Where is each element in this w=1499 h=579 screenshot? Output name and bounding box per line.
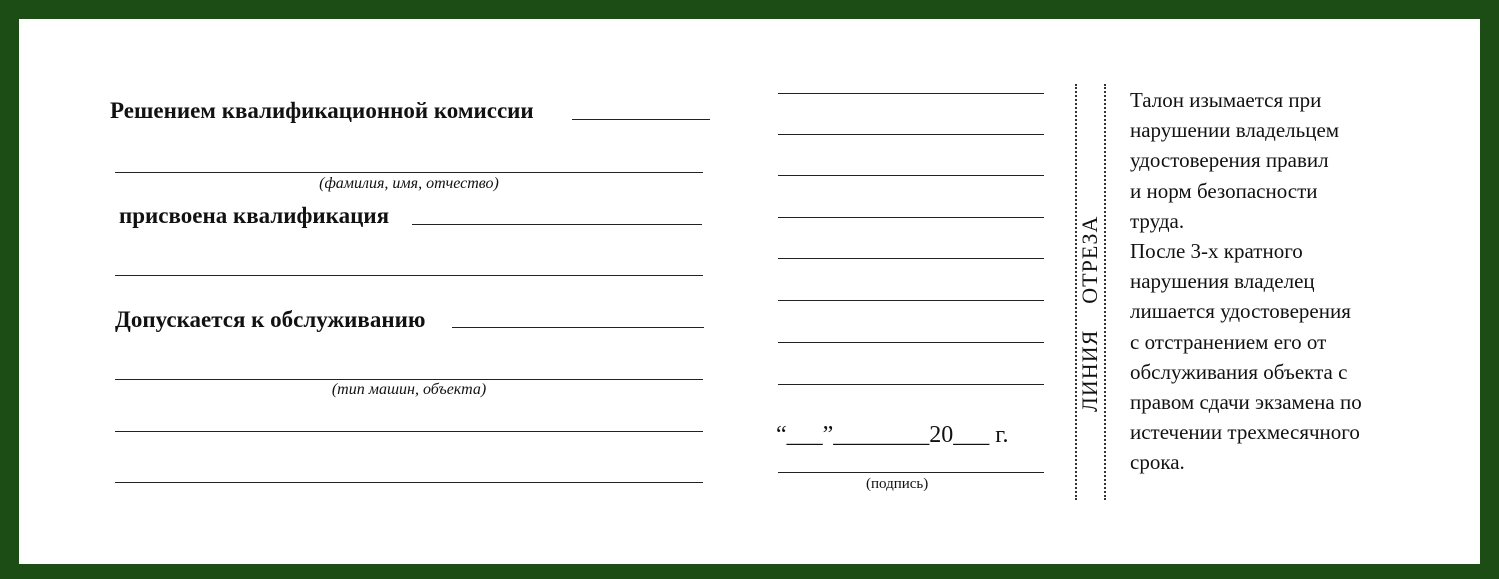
- notice-line: лишается удостоверения: [1130, 299, 1351, 324]
- machine-caption: (тип машин, объекта): [331, 381, 487, 398]
- extra-line-2: [115, 482, 703, 483]
- middle-line-1: [778, 93, 1044, 94]
- middle-line-7: [778, 342, 1044, 343]
- cut-line-label: ЛИНИЯ ОТРЕЗА: [1077, 215, 1102, 412]
- commission-label: Решением квалификационной комиссии: [110, 98, 534, 123]
- notice-line: Талон изымается при: [1130, 88, 1322, 112]
- notice-line: нарушении владельцем: [1130, 118, 1340, 143]
- commission-line: [572, 119, 710, 120]
- qualification-line-2: [115, 275, 703, 276]
- notice-line: срока.: [1130, 450, 1185, 475]
- notice-line: труда.: [1130, 208, 1185, 233]
- signature-line: [778, 472, 1044, 473]
- middle-line-5: [778, 258, 1044, 259]
- notice-line: нарушения владелец: [1130, 269, 1315, 294]
- middle-line-3: [778, 175, 1044, 176]
- signature-caption: (подпись): [866, 476, 929, 492]
- notice-line: удостоверения правил: [1130, 148, 1329, 173]
- cut-line-right: [1104, 84, 1106, 500]
- middle-line-8: [778, 384, 1044, 385]
- date-field: “___”________20___ г.: [776, 422, 1009, 448]
- name-caption: (фамилия, имя, отчество): [319, 175, 499, 192]
- name-line: [115, 172, 703, 173]
- notice-line: с отстранением его от: [1130, 329, 1327, 354]
- notice-line: обслуживания объекта с: [1130, 359, 1348, 384]
- notice-line: истечении трехмесячного: [1130, 420, 1360, 445]
- admitted-line: [452, 327, 704, 328]
- qualification-label: присвоена квалификация: [119, 203, 390, 228]
- notice-line: правом сдачи экзамена по: [1130, 390, 1362, 415]
- notice-line: и норм безопасности: [1130, 178, 1318, 203]
- admitted-label: Допускается к обслуживанию: [115, 307, 426, 332]
- middle-line-6: [778, 300, 1044, 301]
- qualification-line: [412, 224, 702, 225]
- middle-line-4: [778, 217, 1044, 218]
- notice-text: [1130, 85, 1362, 478]
- notice-line: После 3-х кратного: [1130, 239, 1303, 264]
- machine-line: [115, 379, 703, 380]
- extra-line-1: [115, 431, 703, 432]
- middle-line-2: [778, 134, 1044, 135]
